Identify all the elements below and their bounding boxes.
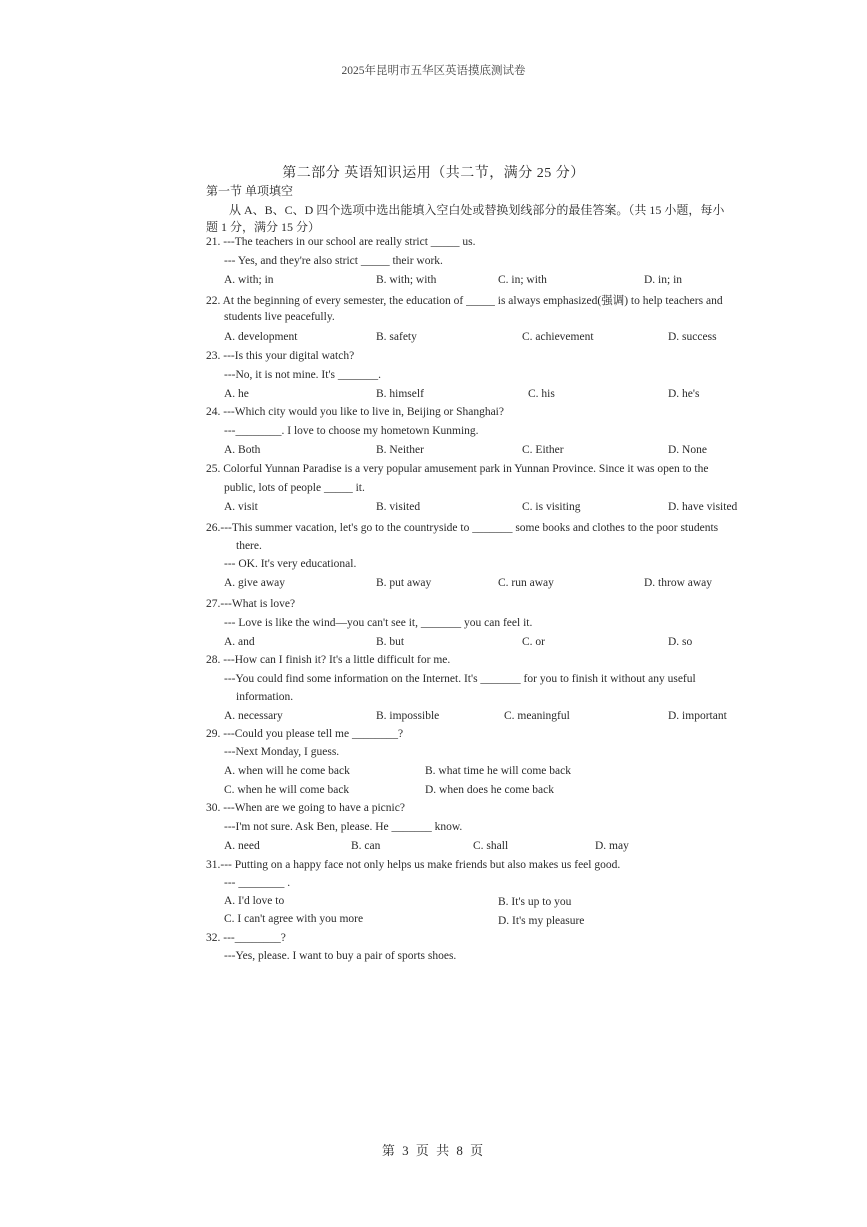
- option-a: A. need: [224, 840, 260, 852]
- option-a: A. he: [224, 388, 249, 400]
- option-d: D. may: [595, 840, 629, 852]
- question-stem: 31.--- Putting on a happy face not only helps us make friends but also makes us feel good.: [206, 859, 621, 871]
- option-c: C. run away: [498, 577, 554, 589]
- question-stem: 22. At the beginning of every semester, the education of _____ is always emphasized(强调) to help teachers and: [206, 295, 723, 307]
- option-d: D. in; in: [644, 274, 683, 286]
- option-a: A. visit: [224, 501, 258, 513]
- question-stem: ---I'm not sure. Ask Ben, please. He _______ know.: [224, 821, 463, 833]
- question-stem: ---Yes, please. I want to buy a pair of sports shoes.: [224, 950, 457, 962]
- option-b: B. with; with: [376, 274, 437, 286]
- option-c: C. meaningful: [504, 710, 570, 722]
- section-title: 第二部分 英语知识运用（共二节，满分 25 分）: [282, 166, 585, 181]
- question-stem: information.: [236, 691, 294, 703]
- subsection-title: 第一节 单项填空: [206, 184, 294, 198]
- option-b: B. visited: [376, 501, 421, 513]
- option-b: B. himself: [376, 388, 424, 400]
- question-stem: --- OK. It's very educational.: [224, 558, 357, 570]
- option-d: D. when does he come back: [425, 784, 555, 796]
- instructions-line-1: 从 A、B、C、D 四个选项中选出能填入空白处或替换划线部分的最佳答案。（共 15 小题，每小: [229, 203, 725, 217]
- question-stem: 29. ---Could you please tell me ________?: [206, 728, 404, 740]
- question-stem: --- Love is like the wind—you can't see it, _______ you can feel it.: [224, 617, 533, 629]
- question-stem: students live peacefully.: [224, 311, 335, 323]
- question-stem: ---________. I love to choose my hometown Kunming.: [224, 425, 479, 437]
- option-a: A. when will he come back: [224, 765, 350, 777]
- question-stem: 21. ---The teachers in our school are really strict _____ us.: [206, 236, 476, 248]
- question-stem: there.: [236, 540, 262, 552]
- question-stem: 25. Colorful Yunnan Paradise is a very popular amusement park in Yunnan Province. Since it was open to the: [206, 463, 709, 475]
- option-d: D. important: [668, 710, 727, 722]
- option-d: D. so: [668, 636, 693, 648]
- question-stem: --- Yes, and they're also strict _____ their work.: [224, 255, 443, 267]
- option-d: D. success: [668, 331, 717, 343]
- page-footer: 第 3 页 共 8 页: [381, 1143, 486, 1158]
- option-b: B. impossible: [376, 710, 440, 722]
- option-b: B. It's up to you: [498, 896, 572, 908]
- instructions-line-2: 题 1 分，满分 15 分）: [206, 220, 321, 234]
- option-c: C. shall: [473, 840, 509, 852]
- option-c: C. is visiting: [522, 501, 581, 513]
- question-stem: 24. ---Which city would you like to live in, Beijing or Shanghai?: [206, 406, 504, 418]
- option-c: C. or: [522, 636, 545, 648]
- option-d: D. have visited: [668, 501, 738, 513]
- page-header: 2025年昆明市五华区英语摸底测试卷: [341, 65, 526, 77]
- option-d: D. he's: [668, 388, 700, 400]
- option-b: B. what time he will come back: [425, 765, 571, 777]
- question-stem: --- ________ .: [224, 877, 291, 889]
- option-a: A. necessary: [224, 710, 283, 722]
- question-stem: ---No, it is not mine. It's _______.: [224, 369, 381, 381]
- question-stem: 23. ---Is this your digital watch?: [206, 350, 355, 362]
- option-b: B. but: [376, 636, 405, 648]
- option-d: D. None: [668, 444, 707, 456]
- option-b: B. can: [351, 840, 381, 852]
- option-c: C. Either: [522, 444, 564, 456]
- question-stem: ---You could find some information on the Internet. It's _______ for you to finish it without any useful: [224, 673, 696, 685]
- option-b: B. Neither: [376, 444, 424, 456]
- option-b: B. safety: [376, 331, 417, 343]
- question-stem: 30. ---When are we going to have a picnic?: [206, 802, 405, 814]
- option-a: A. development: [224, 331, 298, 343]
- option-c: C. his: [528, 388, 555, 400]
- option-a: A. give away: [224, 577, 285, 589]
- question-stem: 28. ---How can I finish it? It's a little difficult for me.: [206, 654, 451, 666]
- question-stem: 26.---This summer vacation, let's go to the countryside to _______ some books and clothes to the poor students: [206, 522, 719, 534]
- option-a: A. and: [224, 636, 255, 648]
- option-c: C. in; with: [498, 274, 547, 286]
- question-stem: ---Next Monday, I guess.: [224, 746, 340, 758]
- question-stem: public, lots of people _____ it.: [224, 482, 365, 494]
- option-c: C. when he will come back: [224, 784, 350, 796]
- option-c: C. I can't agree with you more: [224, 913, 364, 925]
- option-a: A. with; in: [224, 274, 274, 286]
- question-stem: 32. ---________?: [206, 932, 286, 944]
- option-d: D. throw away: [644, 577, 713, 589]
- question-stem: 27.---What is love?: [206, 598, 296, 610]
- option-c: C. achievement: [522, 331, 594, 343]
- option-d: D. It's my pleasure: [498, 915, 585, 927]
- option-a: A. Both: [224, 444, 261, 456]
- option-b: B. put away: [376, 577, 432, 589]
- option-a: A. I'd love to: [224, 895, 285, 907]
